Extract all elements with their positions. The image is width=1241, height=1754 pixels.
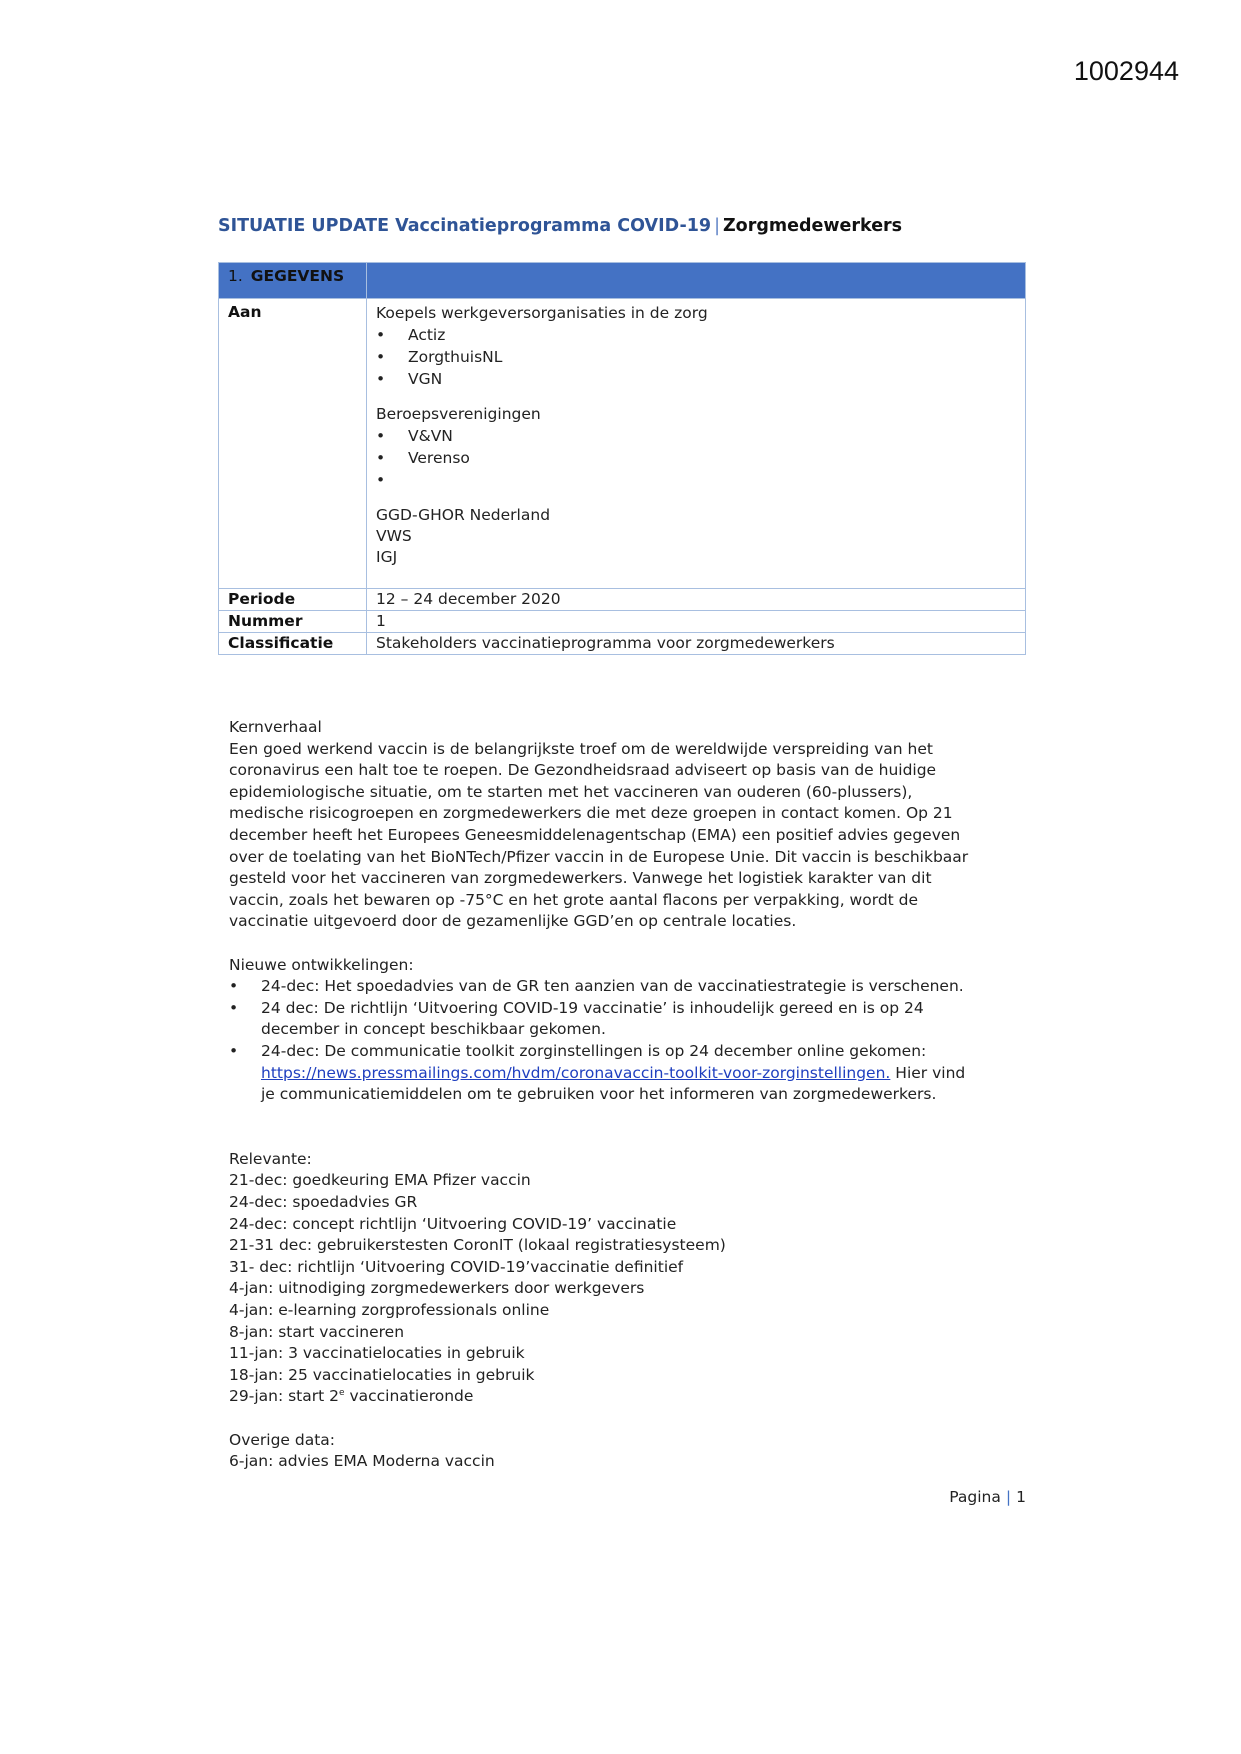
- section-number: 1.: [228, 267, 243, 285]
- item-text: 24-dec: Het spoedadvies van de GR ten aanzien van de vaccinatiestrategie is verschenen.: [261, 977, 964, 996]
- group2-title: Beroepsverenigingen: [376, 405, 541, 423]
- timeline-item: 18-jan: 25 vaccinatielocaties in gebruik: [229, 1365, 535, 1384]
- overige-heading: Overige data:: [229, 1430, 336, 1449]
- section-label: GEGEVENS: [250, 267, 345, 285]
- kernverhaal-text: [229, 739, 1019, 933]
- group1-title: Koepels werkgeversorganisaties in de zorg: [376, 304, 708, 322]
- table-row-nummer: [219, 611, 1026, 633]
- footer-separator: |: [1005, 1488, 1012, 1506]
- list-item: • ZorgthuisNL: [376, 346, 1016, 368]
- document-number: 1002944: [1073, 56, 1179, 86]
- classificatie-label: Classificatie: [219, 633, 367, 655]
- item-text: Hier vind: [890, 1063, 966, 1082]
- timeline-item: 8-jan: start vaccineren: [229, 1322, 405, 1341]
- text-line: vaccinatie uitgevoerd door de gezamenlijke GGD’en op centrale locaties.: [229, 912, 797, 931]
- text-line: gesteld voor het vaccineren van zorgmedewerkers. Vanwege het logistiek karakter van dit: [229, 869, 932, 888]
- kernverhaal-heading: Kernverhaal: [229, 718, 322, 736]
- aan-label: Aan: [219, 299, 367, 589]
- timeline-item: 21-dec: goedkeuring EMA Pfizer vaccin: [229, 1171, 531, 1190]
- page-label: Pagina: [949, 1488, 1001, 1506]
- title-main: SITUATIE UPDATE Vaccinatieprogramma COVID-19: [218, 216, 712, 236]
- text-line: medische risicogroepen en zorgmedewerkers die met deze groepen in contact komen. Op 21: [229, 804, 953, 823]
- timeline-item: 31- dec: richtlijn ‘Uitvoering COVID-19’vaccinatie definitief: [229, 1257, 684, 1276]
- group1-list: [376, 324, 1016, 390]
- timeline-item: 24-dec: spoedadvies GR: [229, 1193, 418, 1212]
- ordinal-suffix: e: [338, 1388, 345, 1399]
- timeline-item-prefix: 29-jan: start 2: [229, 1387, 339, 1406]
- list-item: [229, 998, 1019, 1041]
- text-line: coronavirus een halt toe te roepen. De Gezondheidsraad adviseert op basis van de huidige: [229, 761, 937, 780]
- gegevens-table: [218, 262, 1026, 655]
- timeline-item-suffix: vaccinatieronde: [344, 1387, 474, 1406]
- extra-recipient: VWS: [376, 527, 412, 545]
- periode-label: Periode: [219, 589, 367, 611]
- relevante-heading: Relevante:: [229, 1149, 312, 1168]
- title-audience: Zorgmedewerkers: [722, 216, 903, 236]
- table-header-row: [219, 263, 1026, 299]
- list-item: • VGN: [376, 368, 1016, 390]
- text-line: Een goed werkend vaccin is de belangrijkste troef om de wereldwijde verspreiding van het: [229, 739, 933, 758]
- item-text: • 24 dec: De richtlijn ‘Uitvoering COVID-19 vaccinatie’ is inhoudelijk gereed en is op 24: [261, 998, 924, 1017]
- item-text-with-link: [261, 1063, 1019, 1085]
- list-item: [229, 976, 1019, 998]
- timeline-item: 11-jan: 3 vaccinatielocaties in gebruik: [229, 1344, 525, 1363]
- text-line: vaccin, zoals het bewaren op -75°C en het grote aantal flacons per verpakking, wordt de: [229, 890, 919, 909]
- page-footer: [949, 1488, 1026, 1506]
- list-item: • Actiz: [376, 324, 1016, 346]
- extra-recipient: GGD-GHOR Nederland: [376, 506, 551, 524]
- classificatie-value: Stakeholders vaccinatieprogramma voor zorgmedewerkers: [367, 633, 1026, 655]
- table-header-cell: [219, 263, 367, 299]
- periode-value: 12 – 24 december 2020: [367, 589, 1026, 611]
- list-item: • Verenso: [376, 447, 1016, 469]
- item-text: • 24-dec: De communicatie toolkit zorginstellingen is op 24 december online gekomen:: [261, 1041, 927, 1060]
- extra-recipient: IGJ: [376, 548, 398, 566]
- toolkit-link[interactable]: https://news.pressmailings.com/hvdm/coronavaccin-toolkit-voor-zorginstellingen.: [261, 1063, 891, 1082]
- timeline-item: 4-jan: e-learning zorgprofessionals online: [229, 1301, 550, 1320]
- table-row-aan: [219, 299, 1026, 589]
- text-line: december heeft het Europees Geneesmiddelenagentschap (EMA) een positief advies gegeven: [229, 825, 961, 844]
- text-line: epidemiologische situatie, om te starten met het vaccineren van ouderen (60-plussers),: [229, 782, 913, 801]
- nummer-label: Nummer: [219, 611, 367, 633]
- document-body: [229, 717, 1019, 1473]
- list-item: [229, 1041, 1019, 1106]
- table-header-empty-cell: [367, 263, 1026, 299]
- list-item: [376, 469, 1016, 491]
- timeline-item: 6-jan: advies EMA Moderna vaccin: [229, 1452, 495, 1471]
- timeline-item: 24-dec: concept richtlijn ‘Uitvoering COVID-19’ vaccinatie: [229, 1214, 677, 1233]
- table-row-periode: [219, 589, 1026, 611]
- table-row-classificatie: [219, 633, 1026, 655]
- relevante-list: [229, 1170, 1019, 1408]
- ontwikkelingen-list: [229, 976, 1019, 1106]
- title-separator: |: [714, 216, 720, 236]
- timeline-item: [229, 1386, 1019, 1408]
- timeline-item: 4-jan: uitnodiging zorgmedewerkers door werkgevers: [229, 1279, 645, 1298]
- ontwikkelingen-heading: Nieuwe ontwikkelingen:: [229, 955, 414, 974]
- page-number: 1: [1016, 1488, 1026, 1506]
- item-text: december in concept beschikbaar gekomen.: [261, 1020, 606, 1039]
- item-text: je communicatiemiddelen om te gebruiken voor het informeren van zorgmedewerkers.: [261, 1085, 937, 1104]
- text-line: over de toelating van het BioNTech/Pfizer vaccin in de Europese Unie. Dit vaccin is beschikbaar: [229, 847, 969, 866]
- list-item: • V&VN: [376, 425, 1016, 447]
- page-title: [218, 216, 902, 236]
- group2-list: [376, 425, 1016, 491]
- nummer-value: 1: [367, 611, 1026, 633]
- aan-value: [367, 299, 1026, 589]
- timeline-item: 21-31 dec: gebruikerstesten CoronIT (lokaal registratiesysteem): [229, 1236, 726, 1255]
